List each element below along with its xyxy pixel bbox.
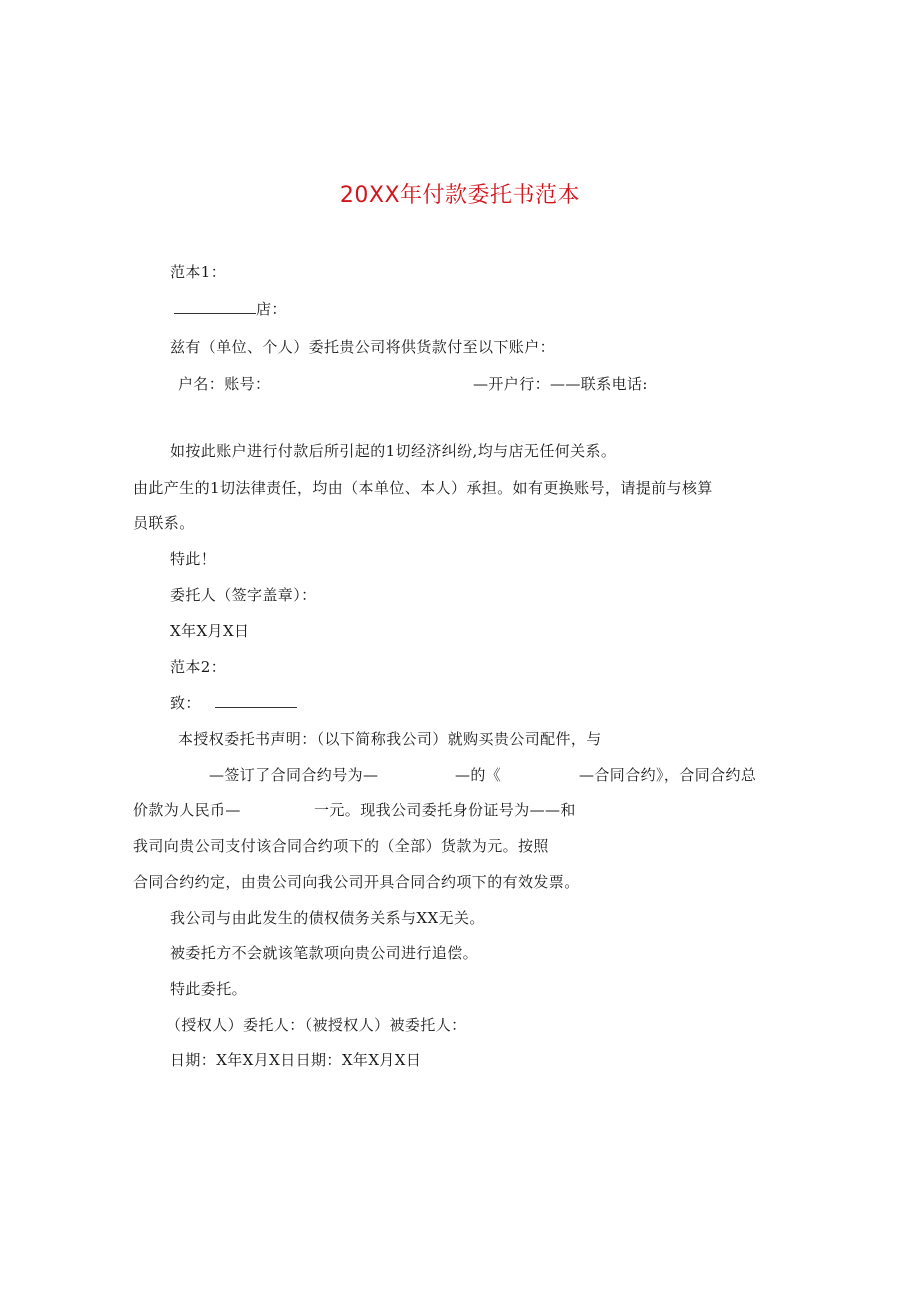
to-label: 致：: [170, 694, 201, 712]
dates-line: 日期：X年X月X日日期：X年X月X日: [170, 1051, 422, 1069]
sample2-heading: 范本2：: [170, 658, 227, 676]
to-blank: [215, 693, 297, 708]
sample1-date: X年X月X日: [170, 622, 250, 640]
contract-part3: —合同合约》，合同合约总: [579, 766, 757, 784]
sample1-closing: 特此！: [170, 550, 217, 568]
sample1-para1-line3: 员联系。: [133, 514, 195, 532]
account-name-label: 户名：账号：: [178, 375, 271, 393]
contract-part1: —签订了合同合约号为—: [209, 766, 379, 784]
sample1-intro: 兹有（单位、个人）委托贵公司将供货款付至以下账户：: [170, 338, 556, 356]
invoice-line: 合同合约约定，由贵公司向我公司开具合同合约项下的有效发票。: [133, 873, 580, 891]
sample1-signer: 委托人（签字盖章）：: [170, 586, 317, 604]
sample2-closing: 特此委托。: [170, 980, 248, 998]
document-title: 20XX年付款委托书范本: [339, 183, 581, 208]
no-claim-line: 被委托方不会就该笔款项向贵公司进行追偿。: [170, 944, 479, 962]
price-part1: 价款为人民币—: [133, 801, 241, 819]
payment-line: 我司向贵公司支付该合同合约项下的（全部）货款为元。按照: [133, 837, 549, 855]
sample1-para1-line1: 如按此账户进行付款后所引起的1切经济纠纷,均与店无任何关系。: [170, 442, 617, 460]
sample2-statement: 本授权委托书声明：（以下简称我公司）就购买贵公司配件，与: [178, 730, 602, 748]
store-line: [174, 299, 287, 319]
store-suffix: 店：: [256, 300, 287, 318]
parties-line: （授权人）委托人：（被授权人）被委托人：: [166, 1016, 467, 1034]
liability-line: 我公司与由此发生的债权债务关系与XX无关。: [170, 909, 485, 927]
sample1-heading: 范本1：: [170, 263, 227, 281]
contract-part2: —的《: [455, 766, 502, 784]
to-line: [170, 693, 297, 713]
sample1-para1-line2: 由此产生的1切法律责任，均由（本单位、本人）承担。如有更换账号，请提前与核算: [133, 479, 713, 497]
store-blank: [174, 299, 256, 314]
price-part2: 一元。现我公司委托身份证号为——和: [314, 801, 576, 819]
bank-phone-label: —开户行：——联系电话:: [473, 375, 648, 393]
